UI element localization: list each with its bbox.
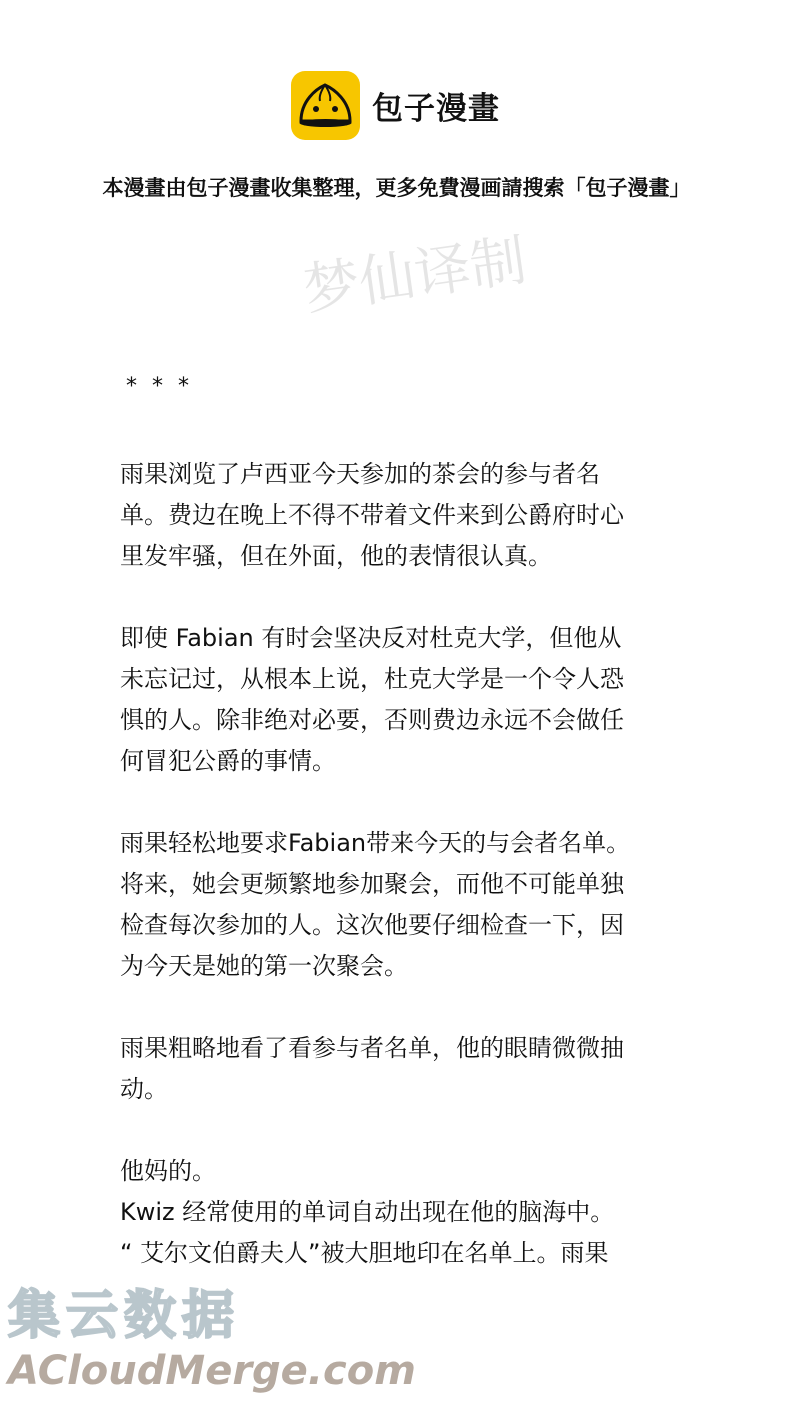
chapter-text [120,372,720,1274]
paragraph [120,618,720,782]
brand-name: 包子漫畫 [372,91,500,127]
text-line: 惧的人。除非绝对必要，否则费边永远不会做任 [120,706,624,734]
brand-logo [291,71,500,140]
text-line: “ 艾尔文伯爵夫人”被大胆地印在名单上。雨果 [120,1239,609,1267]
text-line: 即使 Fabian 有时会坚决反对杜克大学，但他从 [120,624,622,652]
source-notice: 本漫畫由包子漫畫收集整理，更多免費漫画請搜索「包子漫畫」 [102,176,691,200]
text-line: 雨果粗略地看了看参与者名单，他的眼睛微微抽 [120,1034,624,1062]
paragraph [120,823,720,987]
text-line: 雨果轻松地要求Fabian带来今天的与会者名单。 [120,829,631,857]
paragraph [120,454,720,577]
text-line: 检查每次参加的人。这次他要仔细检查一下，因 [120,911,624,939]
bun-logo-icon [291,71,360,140]
text-line: 为今天是她的第一次聚会。 [120,952,408,980]
section-separator: * * * [126,374,193,399]
site-watermark-cn: 集云数据 [8,1286,241,1346]
text-line: 动。 [120,1075,168,1103]
site-watermark-en: ACloudMerge.com [8,1348,416,1394]
text-line: 单。费边在晚上不得不带着文件来到公爵府时心 [120,501,624,529]
text-line: Kwiz 经常使用的单词自动出现在他的脑海中。 [120,1198,615,1226]
paragraph [120,1151,720,1274]
text-line: 将来，她会更频繁地参加聚会，而他不可能单独 [120,870,624,898]
translator-watermark: 梦仙译制 [299,227,531,324]
text-line: 雨果浏览了卢西亚今天参加的茶会的参与者名 [120,460,600,488]
text-line: 他妈的。 [120,1157,216,1185]
paragraph [120,1028,720,1110]
text-line: 里发牢骚，但在外面，他的表情很认真。 [120,542,552,570]
text-line: 未忘记过，从根本上说，杜克大学是一个令人恐 [120,665,624,693]
text-line: 何冒犯公爵的事情。 [120,747,336,775]
